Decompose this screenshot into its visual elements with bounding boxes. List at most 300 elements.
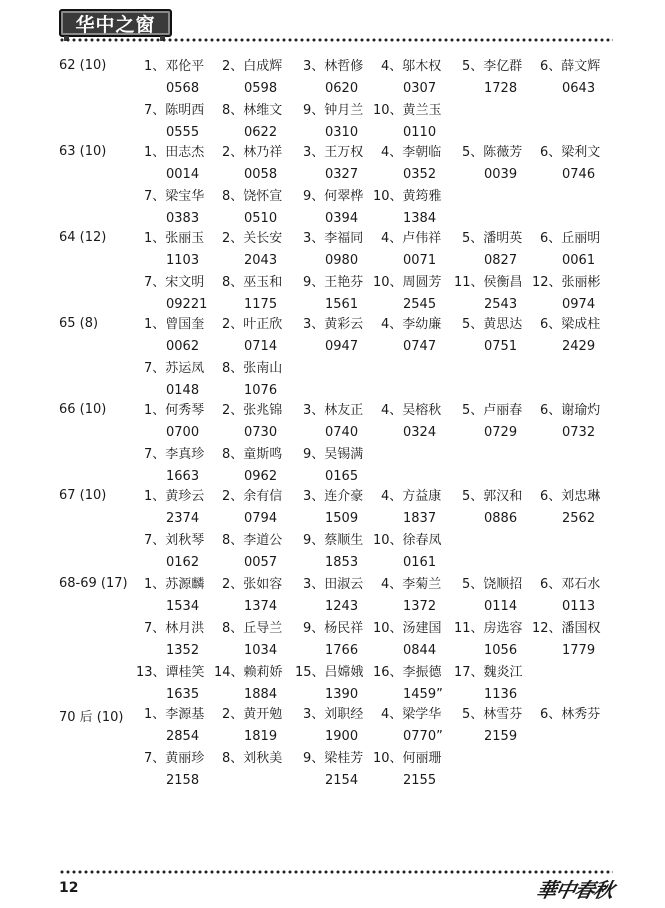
member-entry [462, 144, 542, 186]
member-name-text: 童斯鸣 [243, 447, 283, 462]
entry-number: 2、 [222, 317, 244, 332]
member-name [381, 144, 441, 162]
member-code: 0947 [325, 339, 359, 354]
member-entry [540, 58, 620, 100]
member-code: 0071 [403, 253, 437, 268]
member-code: 0747 [403, 339, 437, 354]
entry-number: 10、 [373, 751, 403, 766]
member-entry [373, 274, 453, 316]
member-code: 2562 [562, 511, 596, 526]
member-name-text: 吕嫦娥 [324, 665, 364, 680]
member-entry [303, 316, 383, 358]
member-name-text: 郭汉和 [483, 489, 523, 504]
member-entry [303, 446, 383, 488]
member-entry [381, 316, 461, 358]
member-name [462, 576, 522, 594]
section-title-tab [59, 9, 172, 37]
member-entry [532, 274, 612, 316]
member-code: 2543 [484, 297, 518, 312]
member-code: 0732 [562, 425, 596, 440]
publication-logo: 華中春秋 [534, 878, 616, 902]
member-entry [144, 274, 224, 316]
page-title: 华中之窗 [75, 13, 156, 36]
entry-number: 1、 [144, 403, 166, 418]
member-name-text: 曾国奎 [165, 317, 205, 332]
member-name [222, 58, 282, 76]
member-entry [381, 402, 461, 444]
member-code: 1056 [484, 643, 518, 658]
member-name [144, 706, 204, 724]
member-name-text: 黄筠雅 [402, 189, 442, 204]
member-name [222, 488, 282, 506]
cohort-label: 63 (10) [59, 144, 107, 159]
member-name-text: 王艳芬 [324, 275, 364, 290]
member-entry [303, 750, 383, 792]
member-code: 0110 [403, 125, 437, 140]
member-name-text: 黄开勉 [243, 707, 283, 722]
entry-number: 4、 [381, 489, 403, 504]
member-entry [222, 188, 302, 230]
member-name-text: 丘导兰 [243, 621, 283, 636]
member-name-text: 黄丽珍 [165, 751, 205, 766]
member-name [373, 274, 442, 292]
entry-number: 6、 [540, 231, 562, 246]
entry-number: 2、 [222, 231, 244, 246]
entry-number: 8、 [222, 275, 244, 290]
entry-number: 2、 [222, 489, 244, 504]
member-name [222, 446, 282, 464]
member-code: 0746 [562, 167, 596, 182]
member-entry [144, 532, 224, 574]
member-name-text: 谭桂笑 [165, 665, 205, 680]
member-code: 1243 [325, 599, 359, 614]
member-code: 1136 [484, 687, 518, 702]
member-name [462, 402, 522, 420]
member-entry [222, 144, 302, 186]
member-code: 1819 [244, 729, 278, 744]
member-name [303, 274, 363, 292]
member-entry [381, 706, 461, 748]
member-code: 0622 [244, 125, 278, 140]
entry-number: 3、 [303, 231, 325, 246]
member-entry [303, 402, 383, 444]
member-entry [462, 706, 542, 748]
member-name [144, 144, 204, 162]
member-name [303, 706, 363, 724]
entry-number: 2、 [222, 403, 244, 418]
member-name-text: 黄兰玉 [402, 103, 442, 118]
member-entry [144, 188, 224, 230]
member-name-text: 潘国权 [561, 621, 601, 636]
bottom-dotted-divider [59, 870, 613, 874]
member-name [303, 620, 363, 638]
member-entry [303, 274, 383, 316]
member-name-text: 梁桂芳 [324, 751, 364, 766]
member-code: 1390 [325, 687, 359, 702]
entry-number: 7、 [144, 361, 166, 376]
member-name [373, 620, 442, 638]
member-entry [381, 144, 461, 186]
member-name [381, 58, 441, 76]
member-name-text: 张兆锦 [243, 403, 283, 418]
entry-number: 6、 [540, 59, 562, 74]
member-entry [222, 58, 302, 100]
member-name [381, 316, 441, 334]
entry-number: 1、 [144, 707, 166, 722]
member-name-text: 张丽玉 [165, 231, 205, 246]
member-name [222, 620, 282, 638]
member-name-text: 卢丽春 [483, 403, 523, 418]
member-name [303, 58, 363, 76]
member-name [462, 316, 522, 334]
entry-number: 6、 [540, 317, 562, 332]
member-code: 0962 [244, 469, 278, 484]
entry-number: 1、 [144, 59, 166, 74]
entry-number: 5、 [462, 59, 484, 74]
member-code: 1372 [403, 599, 437, 614]
member-code: 0620 [325, 81, 359, 96]
member-name [303, 316, 363, 334]
entry-number: 17、 [454, 665, 484, 680]
member-entry [462, 316, 542, 358]
member-name [303, 102, 363, 120]
member-code: 2429 [562, 339, 596, 354]
member-entry [222, 360, 302, 402]
member-code: 1728 [484, 81, 518, 96]
member-code: 0310 [325, 125, 359, 140]
member-name-text: 侯衡昌 [483, 275, 523, 290]
cohort-label: 70 后 (10) [59, 710, 124, 725]
member-code: 0751 [484, 339, 518, 354]
member-name-text: 白成辉 [243, 59, 283, 74]
member-code: 0352 [403, 167, 437, 182]
member-name-text: 邬木权 [402, 59, 442, 74]
member-entry [222, 706, 302, 748]
entry-number: 8、 [222, 751, 244, 766]
cohort-label: 62 (10) [59, 58, 107, 73]
member-code: 1384 [403, 211, 437, 226]
member-entry [303, 532, 383, 574]
entry-number: 2、 [222, 577, 244, 592]
member-code: 1837 [403, 511, 437, 526]
cohort-label: 66 (10) [59, 402, 107, 417]
member-name-text: 薛文辉 [561, 59, 601, 74]
member-name [144, 274, 204, 292]
member-entry [214, 664, 294, 706]
member-code: 0886 [484, 511, 518, 526]
member-entry [540, 230, 620, 272]
member-code: 2374 [166, 511, 200, 526]
member-name-text: 梁利文 [561, 145, 601, 160]
member-name [136, 664, 205, 682]
member-entry [373, 620, 453, 662]
member-entry [381, 58, 461, 100]
member-name [381, 488, 441, 506]
member-name-text: 田淑云 [324, 577, 364, 592]
entry-number: 1、 [144, 145, 166, 160]
member-name-text: 李源基 [165, 707, 205, 722]
member-code: 1884 [244, 687, 278, 702]
member-name-text: 吴锡满 [324, 447, 364, 462]
entry-number: 3、 [303, 59, 325, 74]
member-name [295, 664, 364, 682]
member-name-text: 刘秋美 [243, 751, 283, 766]
member-code: 1534 [166, 599, 200, 614]
member-name-text: 周圆芳 [402, 275, 442, 290]
member-name [462, 706, 522, 724]
entry-number: 8、 [222, 103, 244, 118]
entry-number: 8、 [222, 447, 244, 462]
member-entry [454, 620, 534, 662]
member-entry [462, 58, 542, 100]
member-code: 1509 [325, 511, 359, 526]
entry-number: 3、 [303, 403, 325, 418]
member-name [222, 402, 282, 420]
member-name [462, 488, 522, 506]
member-name-text: 李振德 [402, 665, 442, 680]
member-name-text: 林雪芬 [483, 707, 523, 722]
member-entry [540, 316, 620, 358]
member-name-text: 李朝临 [402, 145, 442, 160]
member-name [222, 750, 282, 768]
member-entry [222, 620, 302, 662]
member-code: 1900 [325, 729, 359, 744]
member-name [454, 664, 523, 682]
member-name [462, 144, 522, 162]
member-entry [373, 188, 453, 230]
entry-number: 11、 [454, 275, 484, 290]
member-entry [144, 576, 224, 618]
member-name-text: 张南山 [243, 361, 283, 376]
member-name [222, 316, 282, 334]
entry-number: 8、 [222, 621, 244, 636]
member-name-text: 刘职经 [324, 707, 364, 722]
member-code: 1853 [325, 555, 359, 570]
member-name [144, 446, 204, 464]
member-code: 09221 [166, 297, 208, 312]
member-entry [222, 576, 302, 618]
member-code: 2155 [403, 773, 437, 788]
member-code: 2043 [244, 253, 278, 268]
member-code: 0327 [325, 167, 359, 182]
entry-number: 1、 [144, 231, 166, 246]
entry-number: 3、 [303, 317, 325, 332]
member-entry [303, 58, 383, 100]
member-code: 0568 [166, 81, 200, 96]
member-name-text: 苏源麟 [165, 577, 205, 592]
entry-number: 7、 [144, 447, 166, 462]
entry-number: 4、 [381, 707, 403, 722]
member-name [373, 188, 442, 206]
member-code: 1779 [562, 643, 596, 658]
entry-number: 5、 [462, 317, 484, 332]
member-code: 1076 [244, 383, 278, 398]
member-entry [454, 664, 534, 706]
member-entry [532, 620, 612, 662]
member-name-text: 钟月兰 [324, 103, 364, 118]
member-entry [381, 488, 461, 530]
member-name-text: 黄思达 [483, 317, 523, 332]
member-code: 1034 [244, 643, 278, 658]
member-entry [222, 316, 302, 358]
entry-number: 13、 [136, 665, 166, 680]
member-code: 2159 [484, 729, 518, 744]
member-name-text: 李福同 [324, 231, 364, 246]
member-name-text: 苏运凤 [165, 361, 205, 376]
entry-number: 9、 [303, 621, 325, 636]
entry-number: 6、 [540, 403, 562, 418]
member-entry [373, 102, 453, 144]
entry-number: 7、 [144, 275, 166, 290]
member-entry [540, 144, 620, 186]
member-code: 0057 [244, 555, 278, 570]
member-name-text: 宋文明 [165, 275, 205, 290]
member-entry [222, 446, 302, 488]
member-name [532, 620, 601, 638]
member-name [144, 360, 204, 378]
member-code: 0394 [325, 211, 359, 226]
member-name [222, 188, 282, 206]
member-name [540, 706, 600, 724]
entry-number: 4、 [381, 231, 403, 246]
member-code: 0510 [244, 211, 278, 226]
member-code: 0383 [166, 211, 200, 226]
entry-number: 1、 [144, 489, 166, 504]
entry-number: 9、 [303, 751, 325, 766]
member-entry [462, 488, 542, 530]
member-name-text: 林友正 [324, 403, 364, 418]
member-code: 0740 [325, 425, 359, 440]
member-entry [144, 360, 224, 402]
entry-number: 7、 [144, 533, 166, 548]
member-entry [454, 274, 534, 316]
member-code: 2154 [325, 773, 359, 788]
member-name-text: 丘丽明 [561, 231, 601, 246]
member-name-text: 魏炎江 [483, 665, 523, 680]
member-name-text: 饶顺招 [483, 577, 523, 592]
entry-number: 5、 [462, 577, 484, 592]
member-name-text: 张如容 [243, 577, 283, 592]
member-name [144, 58, 204, 76]
member-name [540, 488, 600, 506]
member-code: 1175 [244, 297, 278, 312]
member-entry [373, 750, 453, 792]
member-entry [303, 188, 383, 230]
member-entry [144, 620, 224, 662]
member-name-text: 田志杰 [165, 145, 205, 160]
entry-number: 9、 [303, 189, 325, 204]
member-code: 0643 [562, 81, 596, 96]
member-code: 2545 [403, 297, 437, 312]
member-name [144, 188, 204, 206]
member-name [303, 188, 363, 206]
member-name-text: 房选容 [483, 621, 523, 636]
member-code: 0980 [325, 253, 359, 268]
member-code: 0058 [244, 167, 278, 182]
member-name-text: 卢伟祥 [402, 231, 442, 246]
member-name [381, 576, 441, 594]
member-entry [295, 664, 375, 706]
entry-number: 14、 [214, 665, 244, 680]
member-code: 1352 [166, 643, 200, 658]
member-name-text: 林哲修 [324, 59, 364, 74]
member-code: 0770” [403, 729, 443, 744]
member-name [303, 750, 363, 768]
member-name [303, 446, 363, 464]
member-code: 0114 [484, 599, 518, 614]
member-code: 0729 [484, 425, 518, 440]
member-entry [303, 230, 383, 272]
entry-number: 1、 [144, 317, 166, 332]
member-name [540, 316, 600, 334]
member-name [222, 230, 282, 248]
member-code: 0700 [166, 425, 200, 440]
member-name-text: 陈薇芳 [483, 145, 523, 160]
entry-number: 3、 [303, 707, 325, 722]
member-entry [303, 488, 383, 530]
member-entry [303, 620, 383, 662]
member-entry [373, 532, 453, 574]
entry-number: 2、 [222, 59, 244, 74]
member-code: 0844 [403, 643, 437, 658]
cohort-label: 65 (8) [59, 316, 99, 331]
member-name-text: 何秀琴 [165, 403, 205, 418]
member-entry [373, 664, 453, 706]
entry-number: 4、 [381, 145, 403, 160]
member-name [532, 274, 601, 292]
member-entry [144, 144, 224, 186]
member-code: 1663 [166, 469, 200, 484]
member-name-text: 汤建国 [402, 621, 442, 636]
member-code: 0039 [484, 167, 518, 182]
member-entry [462, 576, 542, 618]
member-name [144, 230, 204, 248]
member-name [144, 532, 204, 550]
member-name [144, 488, 204, 506]
entry-number: 8、 [222, 361, 244, 376]
member-name [144, 620, 204, 638]
member-name-text: 林月洪 [165, 621, 205, 636]
member-name [540, 230, 600, 248]
member-name-text: 潘明英 [483, 231, 523, 246]
entry-number: 5、 [462, 403, 484, 418]
member-name-text: 黄彩云 [324, 317, 364, 332]
entry-number: 12、 [532, 621, 562, 636]
member-name [454, 274, 523, 292]
member-entry [222, 750, 302, 792]
entry-number: 6、 [540, 707, 562, 722]
member-name [381, 230, 441, 248]
entry-number: 10、 [373, 533, 403, 548]
entry-number: 2、 [222, 145, 244, 160]
entry-number: 5、 [462, 145, 484, 160]
member-entry [144, 58, 224, 100]
member-code: 0307 [403, 81, 437, 96]
member-entry [303, 144, 383, 186]
member-entry [144, 316, 224, 358]
entry-number: 12、 [532, 275, 562, 290]
entry-number: 6、 [540, 145, 562, 160]
member-entry [303, 576, 383, 618]
entry-number: 3、 [303, 577, 325, 592]
member-name-text: 张丽彬 [561, 275, 601, 290]
member-entry [222, 102, 302, 144]
member-code: 0827 [484, 253, 518, 268]
member-name-text: 李真珍 [165, 447, 205, 462]
member-name-text: 关长安 [243, 231, 283, 246]
member-code: 0974 [562, 297, 596, 312]
member-entry [462, 230, 542, 272]
